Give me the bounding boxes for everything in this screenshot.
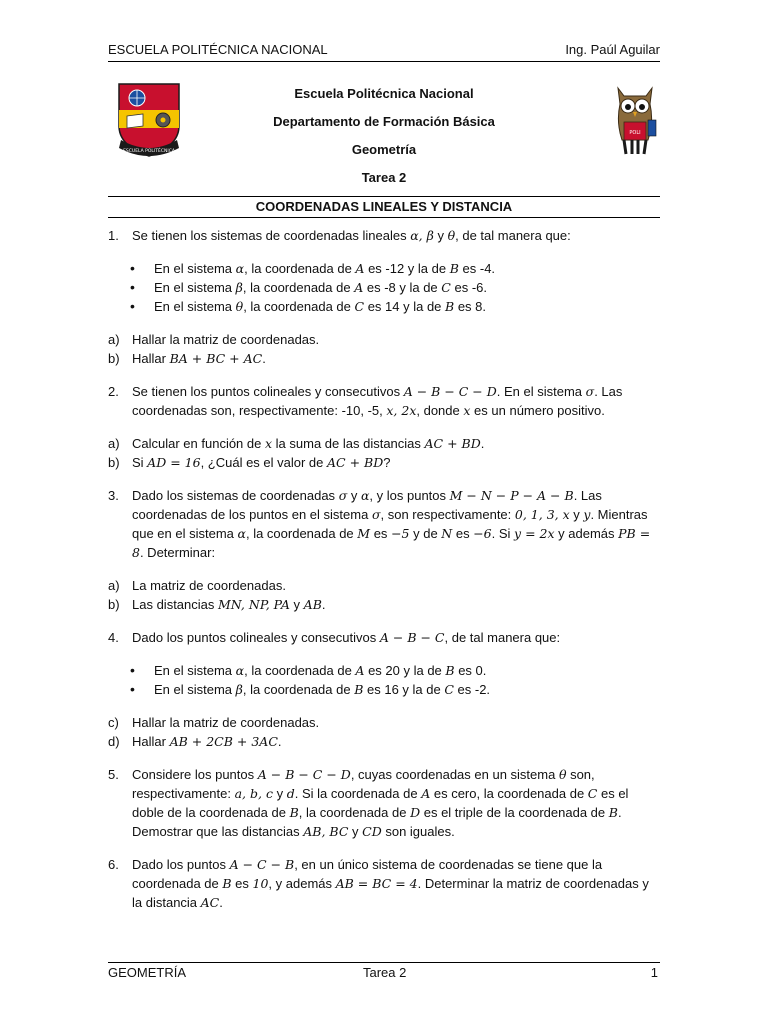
question-5 bbox=[108, 765, 660, 841]
list-item: • En el sistema β, la coordenada de A es -8 y la de C es -6. bbox=[130, 279, 487, 295]
title-institution: Escuela Politécnica Nacional bbox=[294, 86, 474, 101]
question-1 bbox=[108, 226, 660, 245]
question-number: 1. bbox=[108, 228, 119, 243]
section-title: COORDENADAS LINEALES Y DISTANCIA bbox=[108, 196, 660, 218]
document-titles bbox=[200, 86, 568, 198]
footer-rule bbox=[108, 962, 660, 963]
list-item: • En el sistema α, la coordenada de A es -12 y la de B es -4. bbox=[130, 260, 496, 276]
list-item: • En el sistema β, la coordenada de B es 16 y la de C es -2. bbox=[130, 681, 491, 697]
question-number: 4. bbox=[108, 630, 119, 645]
question-number: 6. bbox=[108, 857, 119, 872]
title-department: Departamento de Formación Básica bbox=[273, 114, 495, 129]
question-text: Considere los puntos A − B − C − D, cuyas coordenadas en un sistema θ son, respectivamente: a, b, c y d. Si la coordenada de A es cero, la coordenada de C es el doble de la coordenada de B, la coordenada de D es el triple de la coordenada de B. Demostrar que las distancias AB, BC y CD son iguales. bbox=[132, 767, 629, 839]
footer-subject: GEOMETRÍA bbox=[108, 965, 187, 980]
sub-item: a) Hallar la matriz de coordenadas. bbox=[108, 332, 320, 347]
page-header bbox=[108, 42, 660, 60]
list-item: • En el sistema α, la coordenada de A es 20 y la de B es 0. bbox=[130, 662, 487, 678]
sub-item: d) Hallar AB + 2CB + 3AC. bbox=[108, 734, 282, 749]
sub-item: a) Calcular en función de x la suma de las distancias AC + BD. bbox=[108, 436, 485, 451]
header-author: Ing. Paúl Aguilar bbox=[565, 42, 660, 57]
title-assignment: Tarea 2 bbox=[361, 170, 407, 185]
question-number: 5. bbox=[108, 767, 119, 782]
header-rule bbox=[108, 61, 660, 62]
header-institution: ESCUELA POLITÉCNICA NACIONAL bbox=[108, 42, 328, 57]
epn-logo bbox=[113, 82, 185, 160]
question-4 bbox=[108, 628, 660, 647]
question-text: Se tienen los puntos colineales y consecutivos A − B − C − D. En el sistema σ. Las coordenadas son, respectivamente: -10, -5, x, 2x, donde x es un número positivo. bbox=[132, 384, 623, 418]
page-number: 1 bbox=[650, 965, 658, 980]
sub-item: c) Hallar la matriz de coordenadas. bbox=[108, 715, 320, 730]
owl-badge-text: POLI bbox=[629, 130, 641, 136]
question-text: Dado los puntos colineales y consecutivos A − B − C, de tal manera que: bbox=[132, 630, 561, 645]
question-number: 2. bbox=[108, 384, 119, 399]
question-text: Dado los puntos A − C − B, en un único sistema de coordenadas se tiene que la coordenada de B es 10, y además AB = BC = 4. Determinar la matriz de coordenadas y la distancia AC. bbox=[132, 857, 649, 910]
question-2 bbox=[108, 382, 660, 420]
sub-item: b) Las distancias MN, NP, PA y AB. bbox=[108, 597, 326, 612]
question-6 bbox=[108, 855, 660, 912]
title-subject: Geometría bbox=[351, 142, 417, 157]
footer-assignment: Tarea 2 bbox=[363, 965, 407, 980]
question-3 bbox=[108, 486, 660, 562]
sub-item: a) La matriz de coordenadas. bbox=[108, 578, 286, 593]
question-text: Se tienen los sistemas de coordenadas lineales α, β y θ, de tal manera que: bbox=[132, 228, 571, 243]
logo-motto: ESCUELA POLITÉCNICA bbox=[123, 149, 175, 154]
sub-item: b) Si AD = 16, ¿Cuál es el valor de AC + BD? bbox=[108, 455, 391, 470]
sub-item: b) Hallar BA + BC + AC. bbox=[108, 351, 266, 366]
question-number: 3. bbox=[108, 488, 119, 503]
question-text: Dado los sistemas de coordenadas σ y α, y los puntos M − N − P − A − B. Las coordenadas de los puntos en el sistema σ, son respectivamente: 0, 1, 3, x y y. Mientras que en el sistema α, la coordenada de M es −5 y de N es −6. Si y = 2x y además PB = 8. Determinar: bbox=[132, 488, 651, 560]
owl-mascot-icon bbox=[610, 82, 660, 160]
questions-body bbox=[108, 226, 660, 912]
list-item: • En el sistema θ, la coordenada de C es 14 y la de B es 8. bbox=[130, 298, 487, 314]
